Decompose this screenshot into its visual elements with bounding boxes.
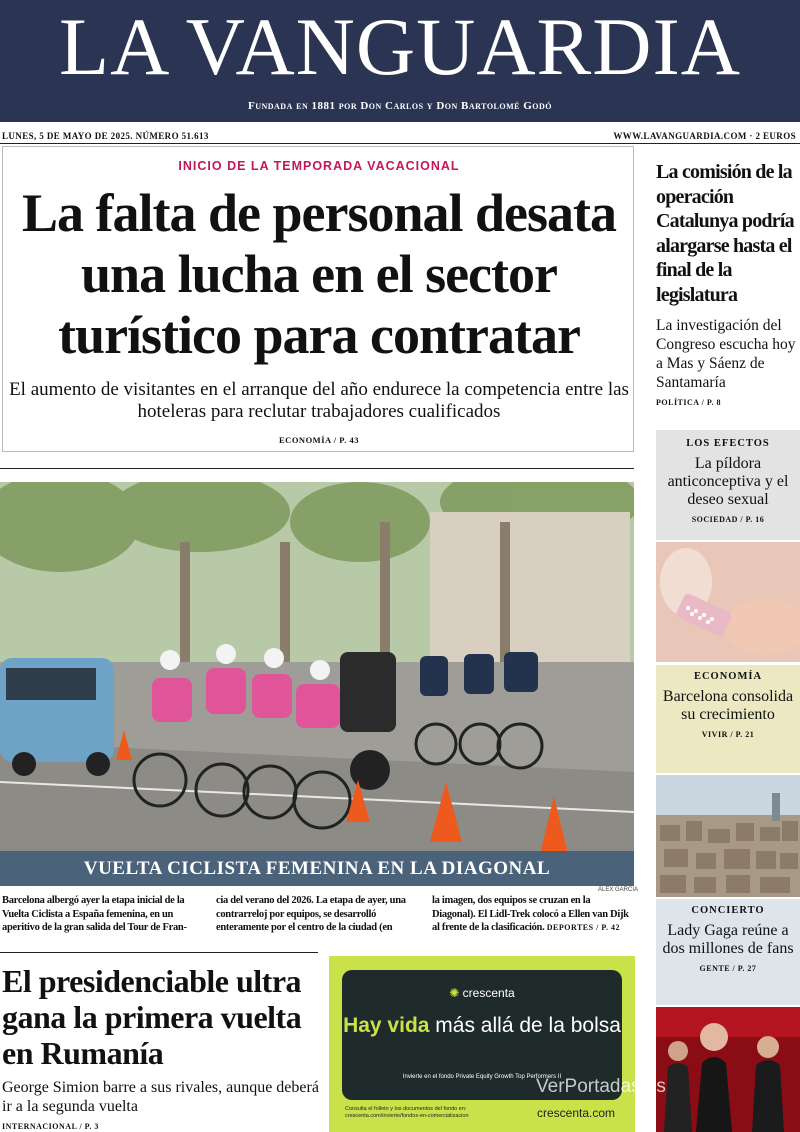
caption-section: DEPORTES / P. 42: [546, 923, 620, 932]
divider: [0, 468, 634, 469]
right-subhead: La investigación del Congreso escucha hoy a Mas y Sáenz de Santamaría: [656, 317, 796, 391]
side-box-3[interactable]: [656, 905, 800, 973]
concert-photo: [656, 1007, 800, 1132]
barcelona-photo: [656, 775, 800, 897]
caption-col-3: [432, 894, 636, 935]
pill-photo: [656, 542, 800, 662]
right-section: POLÍTICA / P. 8: [656, 398, 721, 407]
side-box-text: Barcelona consolida su crecimiento: [662, 688, 794, 723]
cycling-photo: [0, 482, 634, 886]
crescenta-ad[interactable]: [329, 956, 635, 1132]
caption-text: cia del verano del 2026. La etapa de ayer, una contrarreloj por equipos, se desarrolló enteramente por el centro de la ciudad (en: [216, 895, 406, 933]
right-headline[interactable]: La comisión de la operación Catalunya podría alargarse hasta el final de la legislatura: [656, 161, 794, 306]
side-box-label: CONCIERTO: [691, 905, 765, 916]
side-box-section: SOCIEDAD / P. 16: [691, 515, 765, 524]
photo-caption-title: VUELTA CICLISTA FEMENINA EN LA DIAGONAL: [0, 851, 634, 886]
founded-line: Fundada en 1881 por Don Carlos y Don Bartolomé Godó: [247, 100, 553, 112]
main-subhead: El aumento de visitantes en el arranque del año endurece la competencia entre las hoteleras para reclutar trabajadores cualificados: [9, 379, 629, 422]
bottom-subhead: George Simion barre a sus rivales, aunque deberá ir a la segunda vuelta: [2, 1079, 319, 1115]
side-box-section: GENTE / P. 27: [699, 964, 757, 973]
newspaper-logo: LA VANGUARDIA: [59, 1, 741, 92]
ad-slogan: Hay vida más allá de la bolsa: [343, 1014, 621, 1037]
caption-col-2: [216, 894, 420, 935]
ad-fine-print: Invierte en el fondo Private Equity Growth Top Performers II: [402, 1074, 562, 1080]
bottom-section: INTERNACIONAL / P. 3: [2, 1122, 99, 1131]
ad-brand: ✺ crescenta: [449, 986, 515, 1000]
ad-footer: Consulta el folleto y los documentos del fondo en: crescenta.com/invierte/fondos-en-comercializacion: [345, 1106, 469, 1119]
side-box-1[interactable]: [656, 438, 800, 524]
masthead: [0, 0, 800, 122]
photo-credit: ÀLEX GARCIA: [598, 887, 639, 893]
side-box-label: ECONOMÍA: [693, 671, 763, 682]
ad-url[interactable]: crescenta.com: [536, 1106, 615, 1120]
website-price: WWW.LAVANGUARDIA.COM · 2 EUROS: [613, 131, 796, 141]
dateline: LUNES, 5 DE MAYO DE 2025. NÚMERO 51.613: [2, 131, 209, 141]
caption-text: la imagen, dos equipos se cruzan en la Diagonal). El Lidl-Trek colocó a Ellen van Dijk al frente de la clasificación.: [432, 895, 629, 933]
side-box-2[interactable]: [656, 671, 800, 739]
watermark: VerPortadas.es: [536, 1076, 666, 1097]
side-box-label: LOS EFECTOS: [686, 438, 770, 449]
side-box-section: VIVIR / P. 21: [701, 730, 755, 739]
divider: [0, 143, 800, 144]
main-story[interactable]: [2, 146, 634, 452]
side-box-text: Lady Gaga reúne a dos millones de fans: [662, 922, 794, 957]
divider: [0, 952, 318, 953]
caption-text: Barcelona albergó ayer la etapa inicial de la Vuelta Ciclista a España femenina, en un aperitivo de la gran salida del Tour de Fran-: [2, 895, 187, 933]
main-section: ECONOMÍA / P. 43: [279, 435, 359, 445]
side-box-text: La píldora anticonceptiva y el deseo sexual: [667, 455, 789, 508]
main-kicker: INICIO DE LA TEMPORADA VACACIONAL: [178, 159, 460, 173]
bottom-headline[interactable]: El presidenciable ultra gana la primera vuelta en Rumanía: [2, 963, 302, 1071]
caption-col-1: [2, 894, 206, 935]
main-headline: La falta de personal desata una lucha en el sector turístico para contratar: [22, 183, 616, 365]
crescenta-logo-icon: ✺: [449, 986, 463, 1000]
